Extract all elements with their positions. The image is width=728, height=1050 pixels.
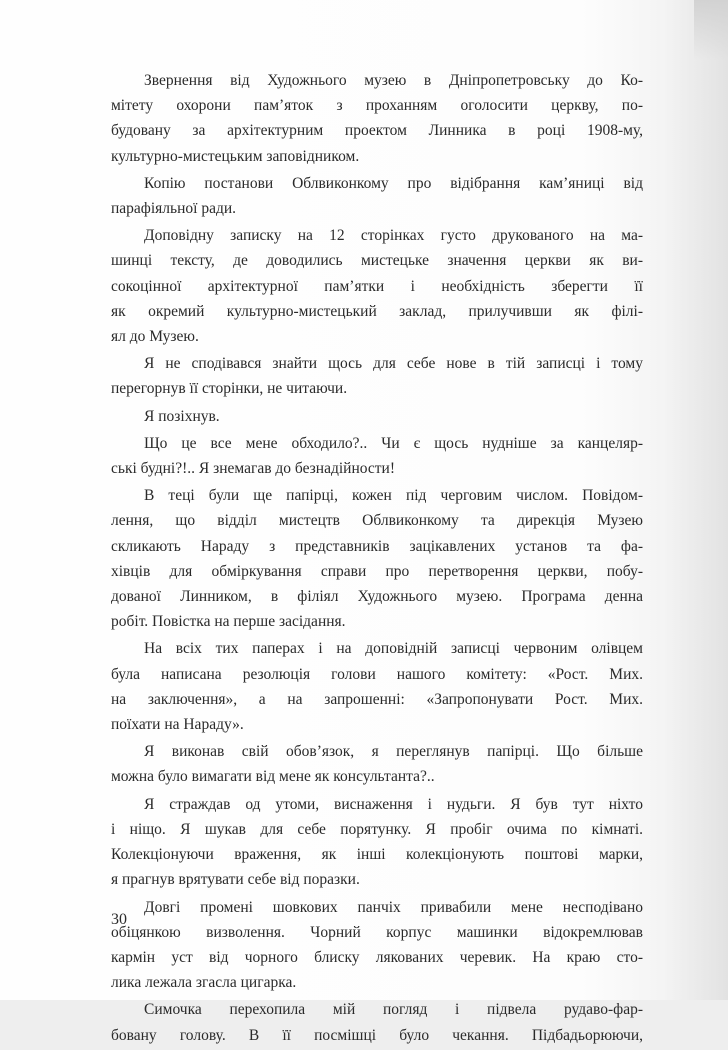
page-edge-shadow: [694, 0, 728, 60]
text-line: В теці були ще папірці, кожен під черговим числом. Повідом-: [144, 487, 643, 505]
text-line: я прагнув врятувати себе від поразки.: [111, 871, 360, 889]
text-line: Я страждав од утоми, виснаження і нудьги. Я був тут ніхто: [144, 795, 643, 813]
text-line: шинці тексту, де доводились мистецьке значення церкви як ви-: [111, 252, 643, 270]
text-line: робіт. Повістка на перше засідання.: [111, 613, 346, 631]
text-line: мітету охорони пам’яток з проханням оголосити церкву, по-: [111, 97, 643, 115]
text-line: Я позіхнув.: [144, 407, 220, 425]
text-line: На всіх тих паперах і на доповідній записці червоним олівцем: [144, 640, 643, 658]
text-line: можна було вимагати від мене як консультанта?..: [111, 768, 435, 786]
text-line: кармін уст від чорного блиску лякованих черевик. На краю сто-: [111, 948, 643, 966]
text-line: ял до Музею.: [111, 328, 199, 346]
text-line: Симочка перехопила мій погляд і підвела рудаво-фар-: [144, 1001, 643, 1019]
text-line: дованої Линником, в філіял Художнього музею. Програма денна: [111, 588, 643, 606]
text-line: на заключення», а на запрошенні: «Запропонувати Рост. Мих.: [111, 690, 643, 708]
text-line: Я виконав свій обов’язок, я переглянув папірці. Що більше: [144, 743, 643, 761]
paragraph: [111, 483, 643, 634]
text-line: сокоцінної архітектурної пам’ятки і необхідність зберегти її: [111, 277, 643, 295]
text-line: перегорнув її сторінки, не читаючи.: [111, 380, 348, 398]
text-line: бовану голову. В її посмішці було чекання. Підбадьорюючи,: [111, 1026, 643, 1044]
paragraph: [111, 68, 643, 169]
text-line: лення, що відділ мистецтв Облвиконкому та дирекція Музею: [111, 512, 643, 530]
text-line: Копію постанови Облвиконкому про відібрання кам’яниці від: [144, 174, 643, 192]
text-line: парафіяльної ради.: [111, 200, 236, 218]
text-line: лика лежала згасла цигарка.: [111, 974, 297, 992]
page-number: 30: [111, 911, 127, 928]
text-line: була написана резолюція голови нашого комітету: «Рост. Мих.: [111, 665, 643, 683]
paragraph: [111, 895, 643, 996]
text-line: ські будні?!.. Я знемагав до безнадійности!: [111, 460, 395, 478]
text-line: скликають Нараду з представників зацікавлених установ та фа-: [111, 537, 643, 555]
text-line: культурно-мистецьким заповідником.: [111, 147, 360, 165]
text-line: Довгі промені шовкових панчіх привабили мене несподівано: [144, 898, 643, 916]
text-line: будовану за архітектурним проектом Линника в році 1908-му,: [111, 122, 643, 140]
text-line: Колекціонуючи враження, як інші колекціонують поштові марки,: [111, 846, 643, 864]
body-text: [111, 68, 643, 1050]
text-line: Доповідну записку на 12 сторінках густо друкованого на ма-: [144, 227, 643, 245]
paragraph: [111, 739, 643, 789]
paragraph: [111, 404, 643, 429]
text-line: і ніщо. Я шукав для себе порятунку. Я пробіг очима по кімнаті.: [111, 820, 643, 838]
paragraph: [111, 223, 643, 349]
text-line: Звернення від Художнього музею в Дніпропетровську до Ко-: [144, 72, 643, 89]
paragraph: [111, 636, 643, 737]
text-line: обіцянкою визволення. Чорний корпус машинки відокремлював: [111, 923, 643, 941]
paragraph: [111, 171, 643, 221]
paragraph: [111, 351, 643, 401]
paragraph: [111, 792, 643, 893]
text-line: як окремий культурно-мистецький заклад, прилучивши як філі-: [111, 302, 643, 320]
text-line: Я не сподівався знайти щось для себе нове в тій записці і тому: [144, 355, 643, 373]
paragraph: [111, 997, 643, 1047]
text-line: хівців для обміркування справи про перетворення церкви, побу-: [111, 562, 643, 580]
text-line: Що це все мене обходило?.. Чи є щось нудніше за канцеляр-: [144, 434, 643, 452]
paragraph: [111, 431, 643, 481]
text-line: поїхати на Нараду».: [111, 716, 244, 734]
